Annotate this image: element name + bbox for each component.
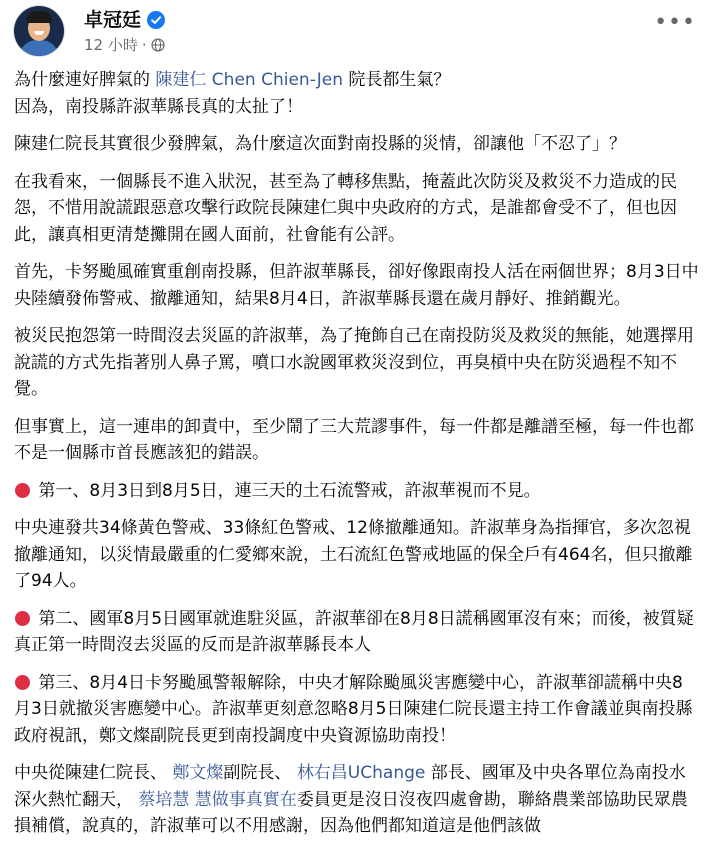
paragraph-7-text: 第一、8月3日到8月5日，連三天的土石流警戒，許淑華視而不見。	[38, 480, 541, 501]
author-name[interactable]: 卓冠廷	[84, 9, 142, 31]
paragraph-1-text-c: 因為，南投縣許淑華縣長真的太扯了！	[14, 96, 303, 117]
red-circle-icon	[15, 611, 30, 626]
more-options-icon[interactable]: •••	[654, 10, 696, 35]
paragraph-11-text-d: 委員更是沒日沒夜四處會勘，聯絡農業部協助民眾農損補償，說真的，許淑華可以不用感謝，因為他們都知道這是他們該做	[14, 789, 688, 836]
paragraph-1-text-b: 院長都生氣？	[343, 70, 451, 90]
post-header	[14, 6, 165, 56]
mention-tsai-pei-hui[interactable]: 蔡培慧 慧做事真實在	[138, 789, 297, 810]
post-meta-row	[84, 36, 165, 54]
mention-lin-yu-chang[interactable]: 林右昌UChange	[296, 763, 426, 783]
red-circle-icon	[15, 675, 30, 690]
paragraph-9-text: 第二、國軍8月5日國軍就進駐災區，許淑華卻在8月8日謊稱國軍沒有來；而後，被質疑真正第一時間沒去災區的反而是許淑華縣長本人	[14, 608, 694, 655]
paragraph-2: 陳建仁院長其實很少發脾氣，為什麼這次面對南投縣的災情，卻讓他「不忍了」？	[14, 134, 626, 154]
paragraph-11-text-c: 部長、國軍及中央各單位為南投水深火熱忙翻天，	[14, 763, 686, 810]
paragraph-4: 首先，卡努颱風確實重創南投縣，但許淑華縣長，卻好像跟南投人活在兩個世界；8月3日中央陸續發佈警戒、撤離通知，結果8月4日，許淑華縣長還在歲月靜好、推銷觀光。	[14, 262, 699, 309]
paragraph-1-text-a: 為什麼連好脾氣的	[14, 70, 156, 90]
verified-badge-icon	[147, 11, 165, 29]
paragraph-6: 但事實上，這一連串的卸責中，至少鬧了三大荒謬事件，每一件都是離譜至極，每一件也都不是一個縣市首長應該犯的錯誤。	[14, 416, 694, 463]
author-name-row	[84, 8, 165, 32]
paragraph-10-text: 第三、8月4日卡努颱風警報解除，中央才解除颱風災害應變中心，許淑華卻謊稱中央8月3日就撤災害應變中心。許淑華更刻意忽略8月5日陳建仁院長還主持工作會議並與南投縣政府視訊，鄭文燦副院長更到南投調度中央資源協助南投！	[14, 672, 693, 746]
paragraph-7	[14, 478, 699, 505]
paragraph-5: 被災民抱怨第一時間沒去災區的許淑華，為了掩飾自己在南投防災及救災的無能，她選擇用說謊的方式先指著別人鼻子罵，噴口水說國軍救災沒到位，再臭槓中央在防災過程不知不覺。	[14, 326, 694, 399]
paragraph-10	[14, 670, 699, 750]
paragraph-3: 在我看來，一個縣長不進入狀況，甚至為了轉移焦點，掩蓋此次防災及救災不力造成的民怨，不惜用說謊跟惡意攻擊行政院長陳建仁與中央政府的方式，是誰都會受不了，但也因此，讓真相更清楚攤開在國人面前，社會能有公評。	[14, 171, 677, 245]
post-timestamp[interactable]: 12 小時	[84, 36, 138, 54]
paragraph-8: 中央連發共34條黃色警戒、33條紅色警戒、12條撤離通知。許淑華身為指揮官，多次忽視撤離通知，以災情最嚴重的仁愛鄉來說，土石流紅色警戒地區的保全戶有464名，但只撤離了94人。	[14, 518, 693, 591]
author-avatar[interactable]	[14, 6, 64, 56]
post-content	[14, 67, 699, 851]
globe-icon[interactable]	[151, 38, 165, 52]
red-circle-icon	[15, 483, 30, 498]
mention-chen-chien-jen[interactable]: 陳建仁 Chen Chien-Jen	[155, 70, 344, 90]
meta-separator: ·	[141, 36, 147, 54]
paragraph-9	[14, 606, 699, 659]
author-meta	[84, 8, 165, 54]
paragraph-11-text-a: 中央從陳建仁院長、	[14, 763, 173, 783]
mention-cheng-wen-tsan[interactable]: 鄭文燦	[172, 763, 224, 783]
paragraph-1	[14, 67, 699, 120]
paragraph-11-text-b: 副院長、	[223, 763, 297, 783]
